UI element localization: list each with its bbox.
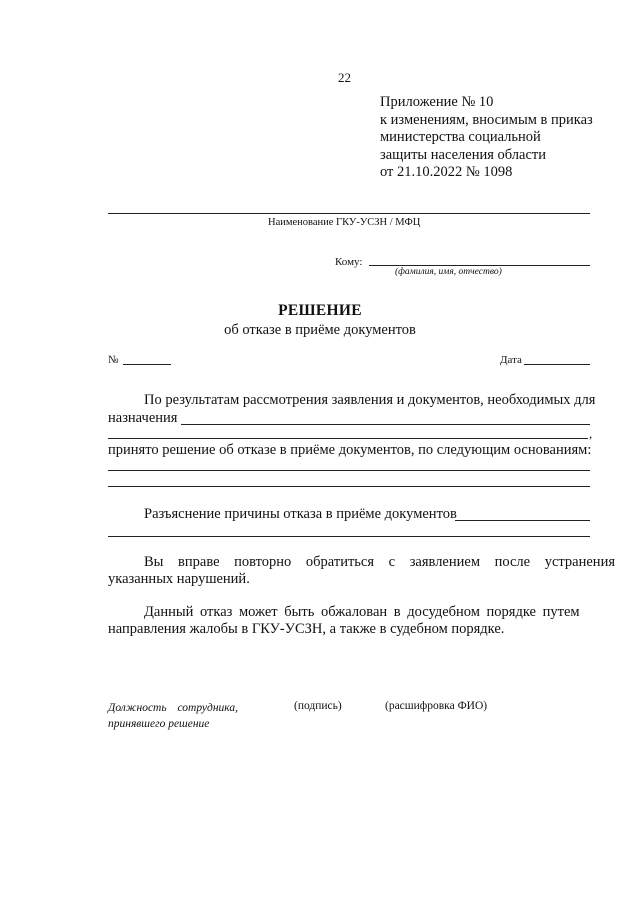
grounds-line-2 [108, 486, 590, 487]
p4-line-1: Данный отказ может быть обжалован в досудебном порядке путем [144, 604, 580, 620]
to-label: Кому: [335, 256, 363, 268]
grounds-line-1 [108, 470, 590, 471]
appendix-line-3: министерства социальной [380, 129, 541, 145]
date-label: Дата [500, 354, 522, 366]
appendix-line-2: к изменениям, вносимым в приказ [380, 111, 593, 128]
appendix-block [380, 94, 620, 182]
p2-line-1: Разъяснение причины отказа в приёме документов [144, 506, 457, 522]
position-line-2: принявшего решение [108, 718, 210, 730]
appendix-line-1: Приложение № 10 [380, 94, 494, 110]
signature-label: (подпись) [294, 700, 342, 712]
number-line [123, 364, 171, 365]
comma: , [589, 426, 593, 441]
purpose-line-2 [108, 438, 588, 439]
p1-line-3: принято решение об отказе в приёме документов, по следующим основаниям: [108, 442, 592, 458]
position-line-1: Должность сотрудника, [108, 702, 238, 714]
fio-caption: (фамилия, имя, отчество) [395, 267, 502, 277]
org-caption: Наименование ГКУ-УСЗН / МФЦ [268, 217, 421, 228]
purpose-line-1 [181, 424, 590, 425]
number-label: № [108, 354, 119, 366]
p3-line-1-container [144, 554, 615, 571]
recipient-line [369, 265, 590, 266]
p3-line-1: Вы вправе повторно обратиться с заявлением после устранения [144, 554, 615, 570]
document-title: РЕШЕНИЕ [278, 302, 362, 319]
reason-line-1 [455, 520, 590, 521]
reason-line-2 [108, 536, 590, 537]
date-line [524, 364, 590, 365]
appendix-line-5: от 21.10.2022 № 1098 [380, 164, 513, 180]
p3-line-2: указанных нарушений. [108, 571, 250, 587]
document-subtitle: об отказе в приёме документов [224, 322, 416, 338]
p1-line-2: назначения [108, 410, 178, 426]
p4-line-2: направления жалобы в ГКУ-УСЗН, а также в судебном порядке. [108, 621, 505, 637]
fio-decode-label: (расшифровка ФИО) [385, 700, 488, 712]
appendix-line-4: защиты населения области [380, 146, 546, 163]
page-number: 22 [338, 70, 351, 85]
p1-line-1: По результатам рассмотрения заявления и документов, необходимых для [144, 392, 596, 408]
org-name-line [108, 213, 590, 214]
signature-position [108, 700, 238, 732]
